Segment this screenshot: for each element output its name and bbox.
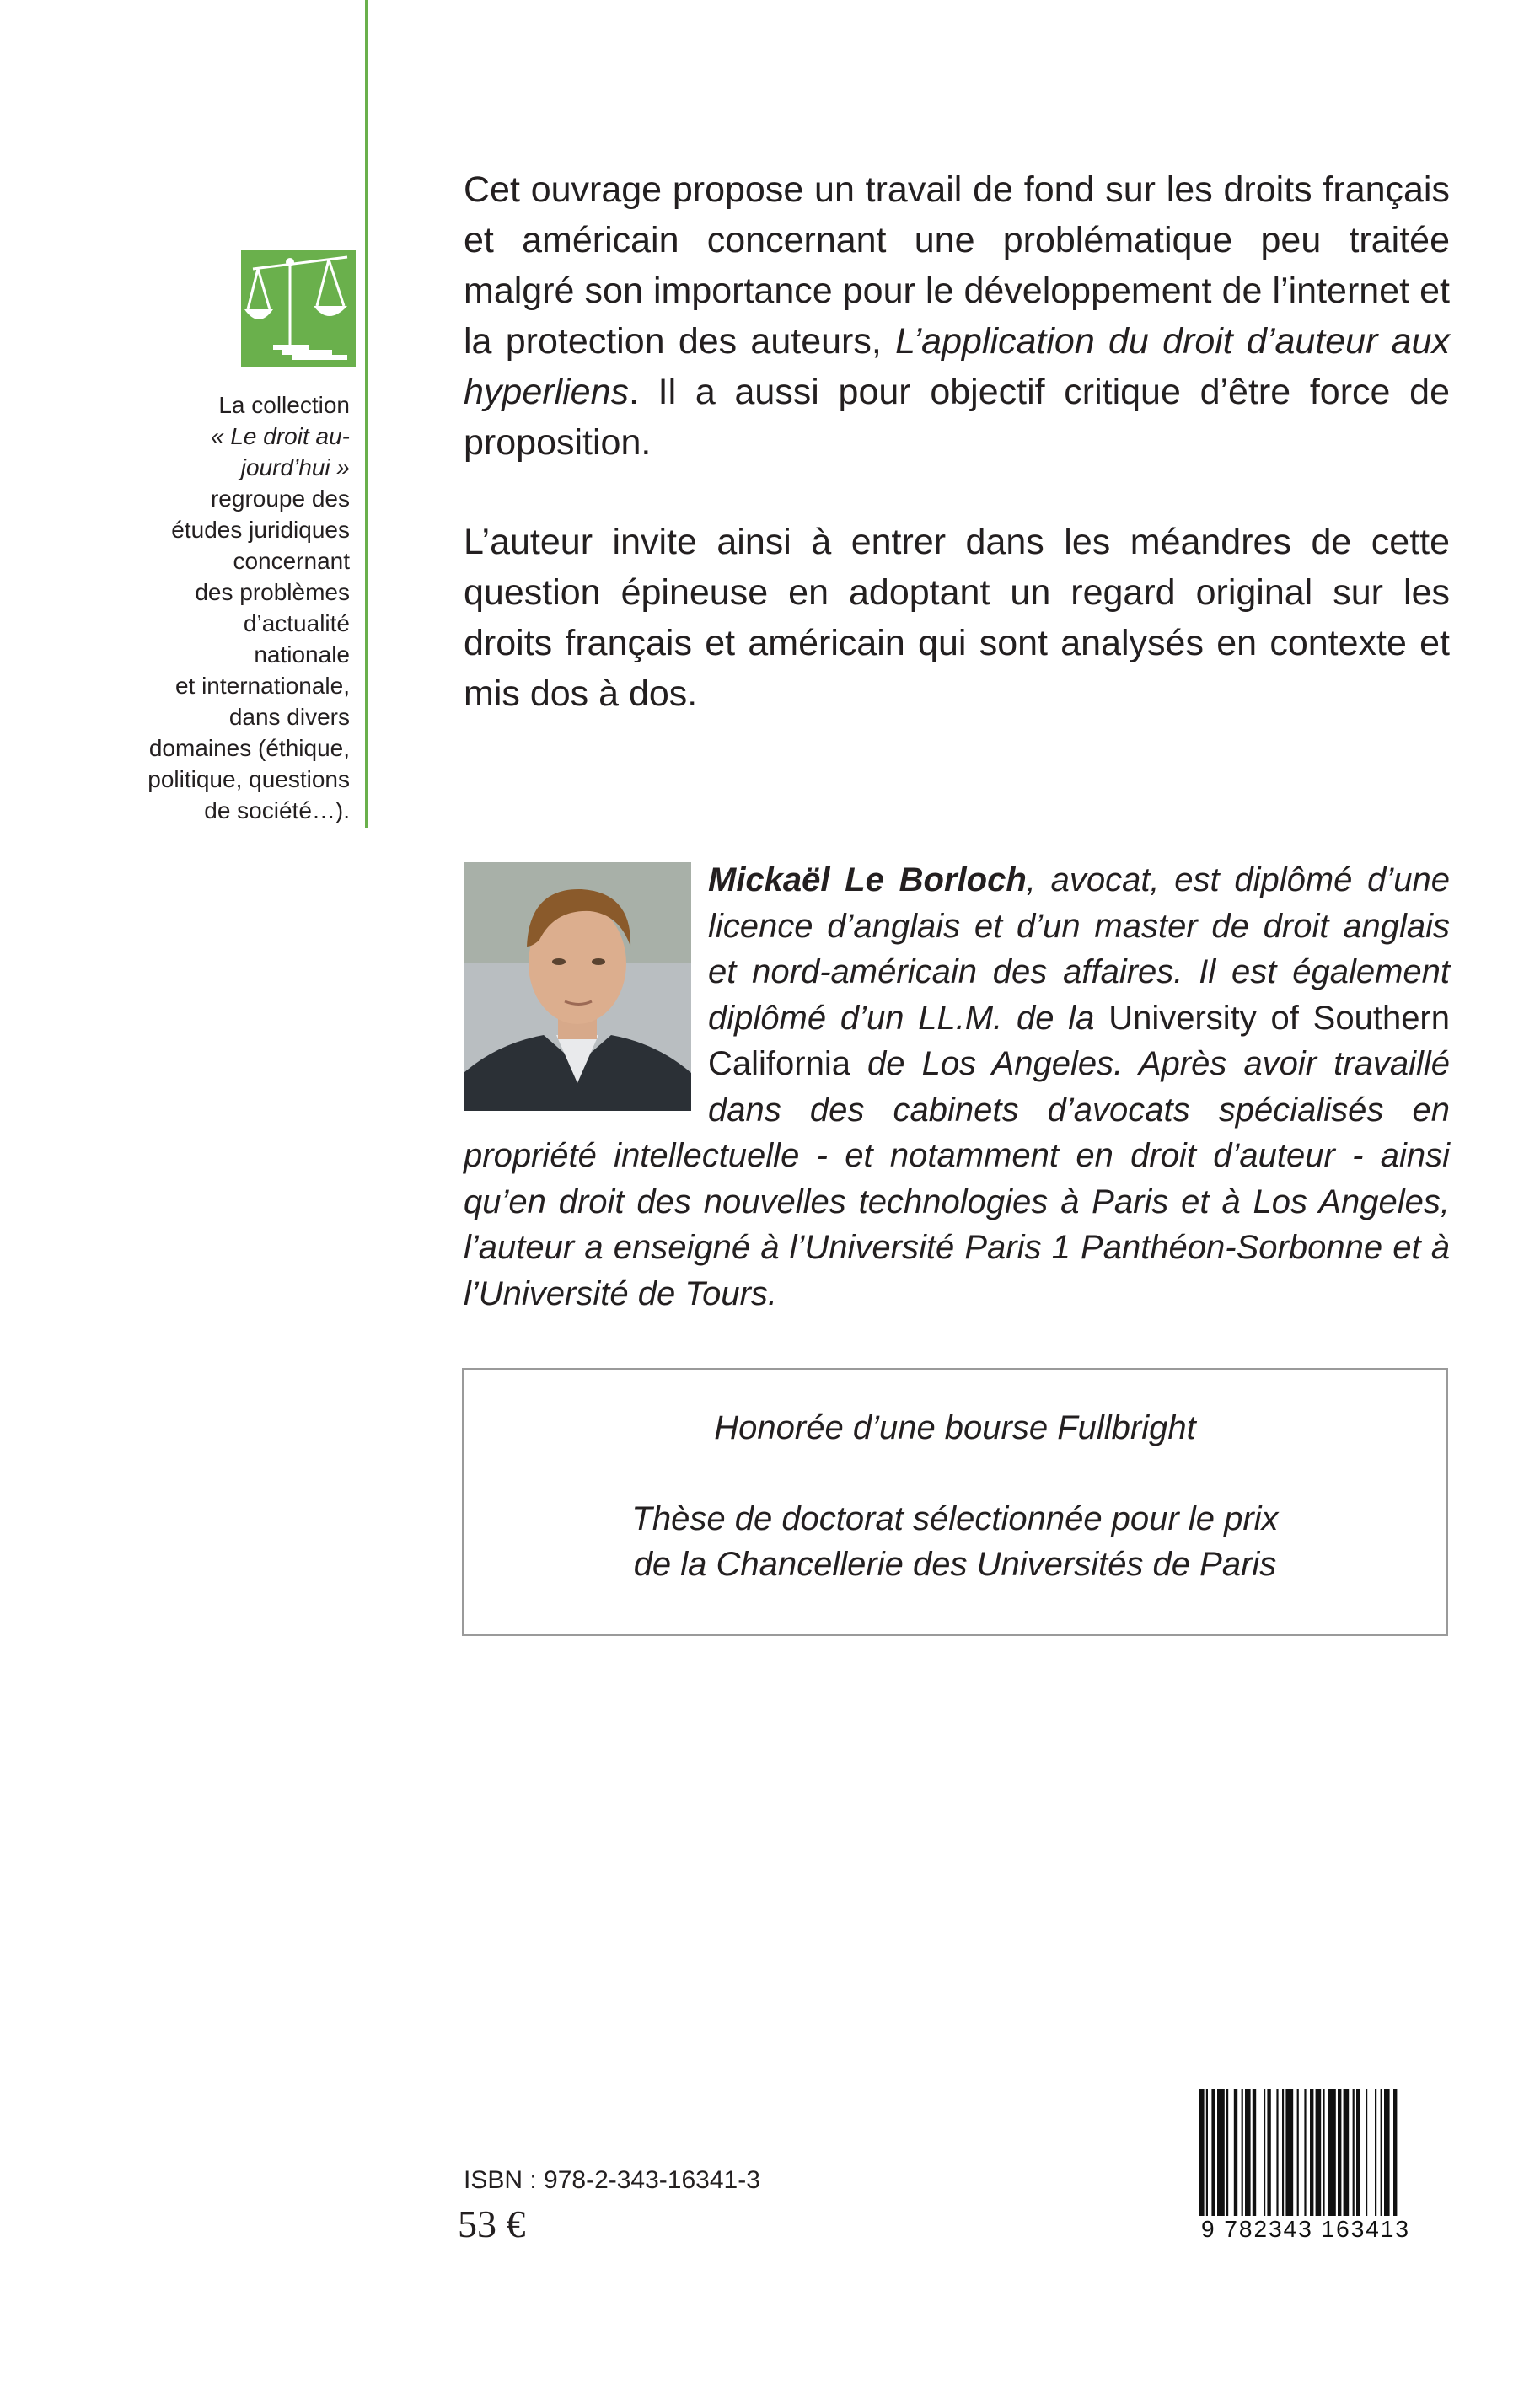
sidebar-line: regroupe des [210,485,350,512]
author-bio [464,857,1450,1317]
book-title: L’application du droit d’auteur aux hyperliens [464,321,1450,412]
sidebar-line: concernant [233,548,350,574]
summary-text: . Il a aussi pour objectif critique d’être force de proposition. [464,372,1450,463]
author-university: University of Southern California [708,999,1451,1082]
sidebar-line: des problèmes [195,579,350,605]
collection-divider-line [365,0,368,828]
collection-description [34,389,350,826]
sidebar-line: d’actualité [243,610,350,636]
scales-icon [241,250,356,367]
sidebar-line: nationale [254,641,350,668]
author-bio-text: de Los Angeles. Après avoir travaillé dans des cabinets d’avocats spécialisés en propriété intellectuelle - et notamment en droit d’auteur - ainsi qu’en droit des nouvelles technologies à Paris et à Los Angeles, l’auteur a enseigné à l’Université Paris 1 Panthéon-Sorbonne et à l’Université de Tours. [464,1045,1450,1312]
barcode-digits: 9 782343 163413 [1167,2216,1445,2243]
award-thesis-line: Thèse de doctorat sélectionnée pour le prix [631,1500,1279,1537]
summary-paragraph-1 [464,164,1450,468]
author-photo [464,862,691,1111]
author-name: Mickaël Le Borloch [708,861,1027,898]
author-bio-text: , avocat, est diplômé d’une licence d’anglais et d’un master de droit anglais et nord-américain des affaires. Il est également diplômé d’un LL.M. de la [708,861,1450,1037]
award-thesis-line: de la Chancellerie des Universités de Paris [633,1546,1277,1583]
sidebar-line: domaines (éthique, [148,735,350,761]
price: 53 € [458,2202,526,2245]
sidebar-line: La collection [218,392,350,418]
sidebar-line: jourd’hui » [240,454,350,480]
sidebar-line: études juridiques [171,517,350,543]
isbn: ISBN : 978-2-343-16341-3 [464,2166,760,2194]
summary-text: Cet ouvrage propose un travail de fond sur les droits français et américain concernant une problématique peu traitée malgré son importance pour le développement de l’internet et la protection des auteurs, [464,169,1450,362]
sidebar-line: « Le droit au- [211,423,350,449]
award-fulbright: Honorée d’une bourse Fullbright [714,1409,1196,1446]
awards-box [462,1368,1448,1636]
sidebar-line: de société…). [204,797,350,823]
sidebar-line: et internationale, [174,673,350,699]
scales-of-justice-logo [241,250,356,367]
book-summary [464,164,1450,768]
sidebar-line: dans divers [228,704,350,730]
sidebar-line: politique, questions [148,766,350,792]
summary-paragraph-2: L’auteur invite ainsi à entrer dans les méandres de cette question épineuse en adoptant un regard original sur les droits français et américain qui sont analysés en contexte et mis dos à dos. [464,522,1450,714]
